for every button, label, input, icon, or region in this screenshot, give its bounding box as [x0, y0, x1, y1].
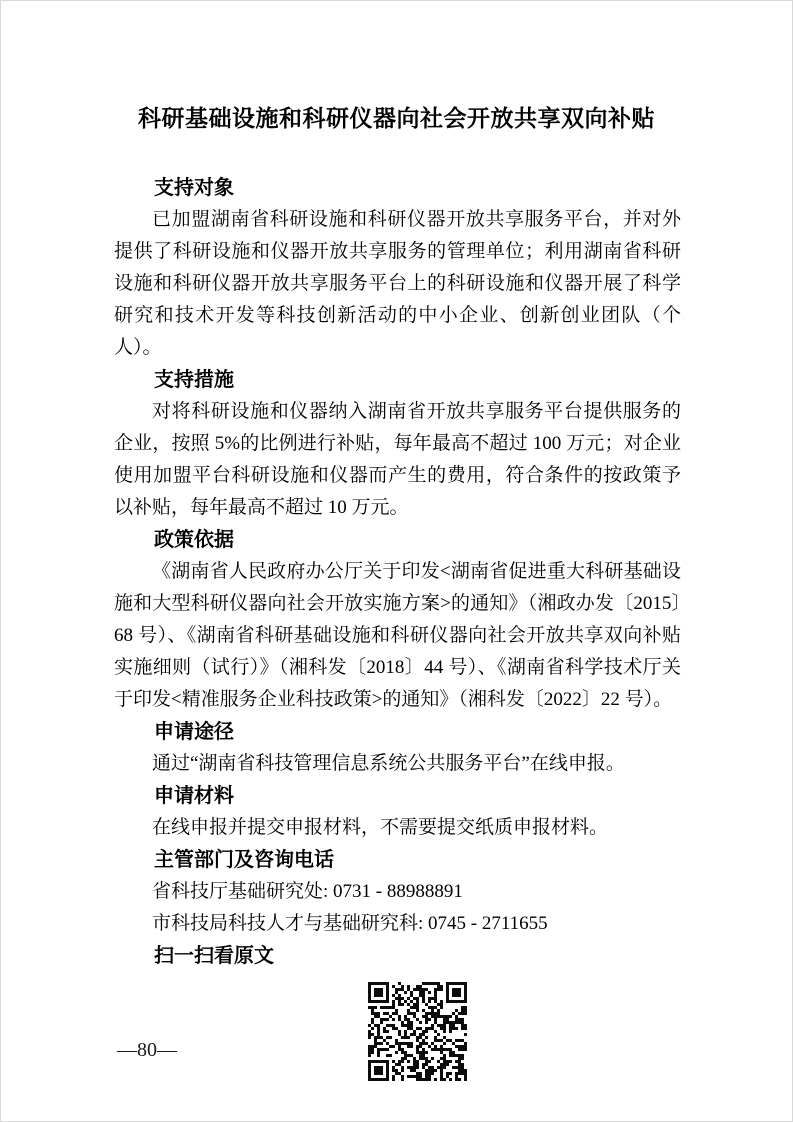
- document-body: [114, 172, 681, 1082]
- section-heading-support-targets: 支持对象: [154, 177, 234, 199]
- page-title: 科研基础设施和科研仪器向社会开放共享双向补贴: [138, 106, 655, 131]
- section-heading-support-measures: 支持措施: [154, 369, 234, 391]
- contact-line-provincial: 省科技厅基础研究处: 0731 - 88988891: [152, 881, 463, 902]
- section-heading-application-materials: 申请材料: [154, 785, 234, 807]
- contact-line-municipal: 市科技局科技人才与基础研究科: 0745 - 2711655: [152, 913, 548, 934]
- section-heading-scan-qr: 扫一扫看原文: [154, 945, 274, 967]
- section-body-policy-basis: 《湖南省人民政府办公厅关于印发<湖南省促进重大科研基础设施和大型科研仪器向社会开放实施方案>的通知》（湘政办发〔2015〕68 号）、《湖南省科研基础设施和科研仪器向社会开放共享双向补贴实施细则（试行）》（湘科发〔2018〕44 号）、《湖南省科学技术厅关于印发<精准服务企业科技政策>的通知》（湘科发〔2022〕22 号）。: [114, 561, 681, 710]
- section-heading-application-channel: 申请途径: [154, 721, 234, 743]
- qr-code: [368, 982, 468, 1082]
- section-body-application-channel: 通过“湖南省科技管理信息系统公共服务平台”在线申报。: [152, 753, 625, 774]
- section-body-support-targets: 已加盟湖南省科研设施和科研仪器开放共享服务平台，并对外提供了科研设施和仪器开放共享服务的管理单位；利用湖南省科研设施和科研仪器开放共享服务平台上的科研设施和仪器开展了科学研究和技术开发等科技创新活动的中小企业、创新创业团队（个人）。: [114, 209, 681, 358]
- section-body-application-materials: 在线申报并提交申报材料，不需要提交纸质申报材料。: [152, 817, 609, 838]
- section-heading-contact: 主管部门及咨询电话: [154, 849, 334, 871]
- qr-code-image: [368, 982, 467, 1081]
- page-number: —80—: [117, 1039, 177, 1061]
- section-body-support-measures: 对将科研设施和仪器纳入湖南省开放共享服务平台提供服务的企业，按照 5%的比例进行补贴，每年最高不超过 100 万元；对企业使用加盟平台科研设施和仪器而产生的费用，符合条件的按政策予以补贴，每年最高不超过 10 万元。: [114, 401, 681, 518]
- section-heading-policy-basis: 政策依据: [154, 529, 234, 551]
